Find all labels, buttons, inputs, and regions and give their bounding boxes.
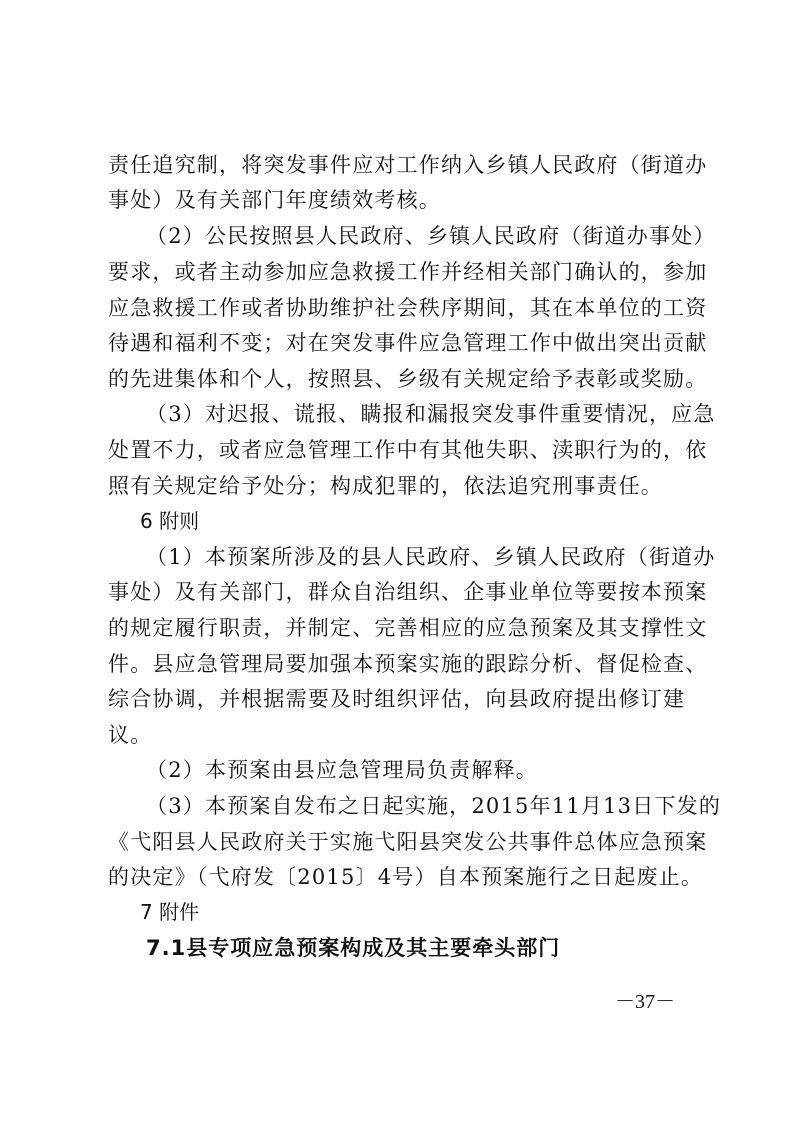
text-line: 的先进集体和个人，按照县、乡级有关规定给予表彰或奖励。 xyxy=(108,367,708,391)
text-line: 《弋阳县人民政府关于实施弋阳县突发公共事件总体应急预案 xyxy=(108,830,708,854)
text-line: （2）本预案由县应急管理局负责解释。 xyxy=(146,758,538,782)
text-line: 件。县应急管理局要加强本预案实施的跟踪分析、督促检查、 xyxy=(108,652,708,676)
text-line: （2）公民按照县人民政府、乡镇人民政府（街道办事处） xyxy=(146,224,716,248)
text-line: 处置不力，或者应急管理工作中有其他失职、渎职行为的，依 xyxy=(108,438,708,462)
text-line: 的决定》（弋府发〔2015〕4号）自本预案施行之日起废止。 xyxy=(108,865,704,889)
text-line: 责任追究制，将突发事件应对工作纳入乡镇人民政府（街道办 xyxy=(108,153,708,177)
text-line: 的规定履行职责，并制定、完善相应的应急预案及其支撑性文 xyxy=(108,616,708,640)
text-line: 事处）及有关部门年度绩效考核。 xyxy=(108,188,441,212)
text-line: 要求，或者主动参加应急救援工作并经相关部门确认的，参加 xyxy=(108,260,708,284)
text-line: 待遇和福利不变；对在突发事件应急管理工作中做出突出贡献 xyxy=(108,331,708,355)
text-line: 应急救援工作或者协助维护社会秩序期间，其在本单位的工资 xyxy=(108,296,708,320)
text-line: （3）对迟报、谎报、瞒报和漏报突发事件重要情况，应急 xyxy=(146,402,716,426)
subsection-heading: 7.1县专项应急预案构成及其主要牵头部门 xyxy=(146,936,561,960)
text-line: 事处）及有关部门，群众自治组织、企事业单位等要按本预案 xyxy=(108,580,708,604)
section-heading: 6 附则 xyxy=(140,509,200,533)
text-line: （1）本预案所涉及的县人民政府、乡镇人民政府（街道办 xyxy=(146,545,716,569)
page-number: －37－ xyxy=(615,991,675,1013)
text-line: 综合协调，并根据需要及时组织评估，向县政府提出修订建 xyxy=(108,687,686,711)
text-line: 照有关规定给予处分；构成犯罪的，依法追究刑事责任。 xyxy=(108,474,663,498)
section-heading: 7 附件 xyxy=(140,900,200,924)
text-line: （3）本预案自发布之日起实施，2015年11月13日下发的 xyxy=(146,794,722,818)
text-line: 议。 xyxy=(108,723,153,747)
